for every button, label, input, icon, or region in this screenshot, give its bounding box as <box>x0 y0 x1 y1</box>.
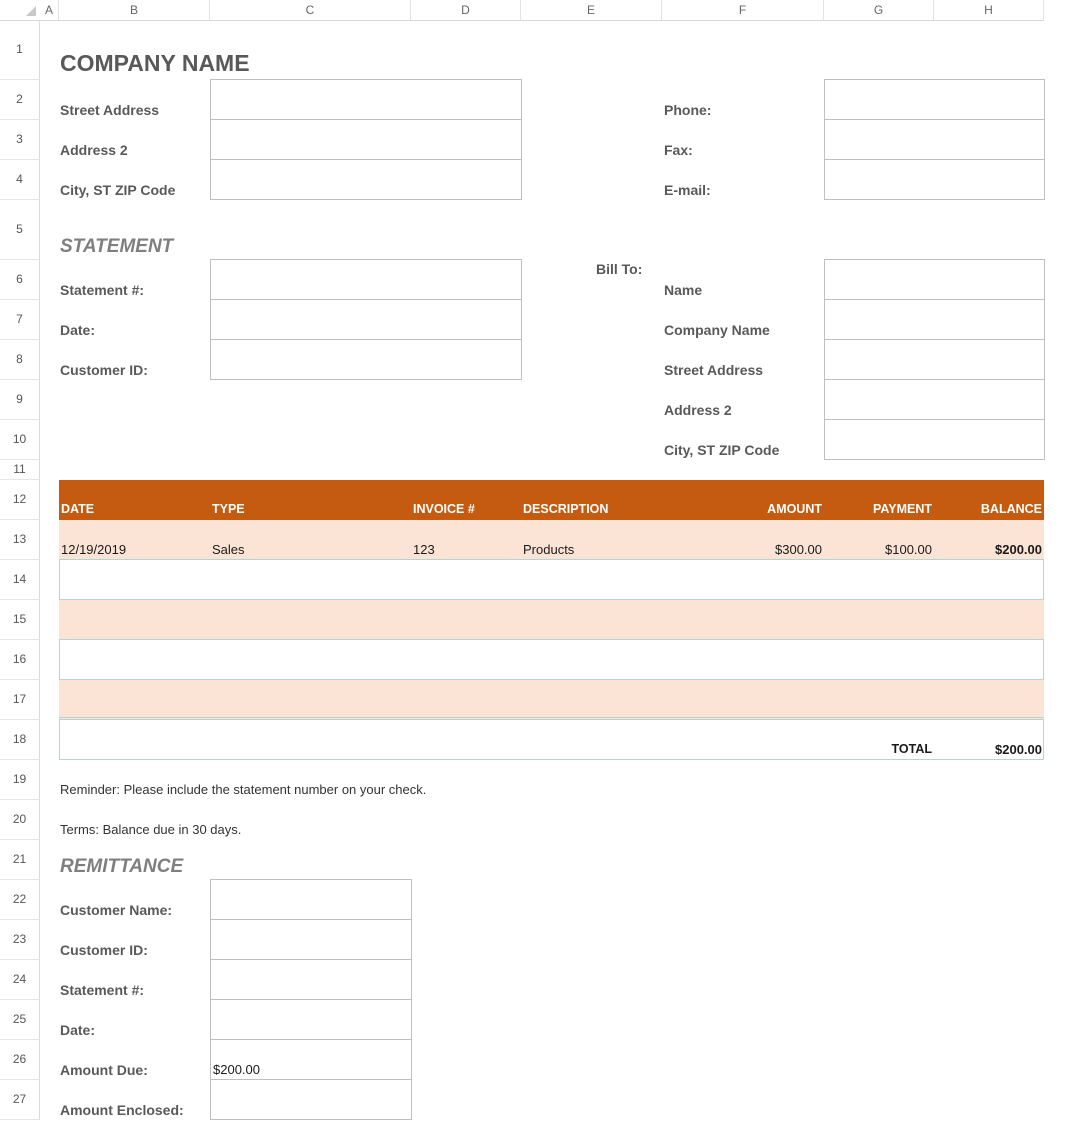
row-header-10[interactable]: 10 <box>0 420 40 460</box>
bill-to-city-label[interactable]: City, ST ZIP Code <box>664 442 780 458</box>
row-header-4[interactable]: 4 <box>0 160 40 200</box>
row-header-26[interactable]: 26 <box>0 1040 40 1080</box>
row1-type[interactable]: Sales <box>212 542 245 557</box>
remit-date-cell[interactable] <box>210 999 412 1040</box>
total-label[interactable]: TOTAL <box>891 742 932 756</box>
row-header-25[interactable]: 25 <box>0 1000 40 1040</box>
bill-to-company-label[interactable]: Company Name <box>664 322 770 338</box>
address2-label[interactable]: Address 2 <box>60 142 128 158</box>
column-header-g[interactable]: G <box>824 0 934 20</box>
phone-cell[interactable] <box>824 79 1045 120</box>
remit-amount-due-label[interactable]: Amount Due: <box>60 1062 148 1078</box>
row1-description[interactable]: Products <box>523 542 575 557</box>
total-value[interactable]: $200.00 <box>995 742 1042 757</box>
row-header-27[interactable]: 27 <box>0 1080 40 1120</box>
row-header-12[interactable]: 12 <box>0 480 40 520</box>
row-header-22[interactable]: 22 <box>0 880 40 920</box>
table-row[interactable] <box>59 640 1044 680</box>
row-header-9[interactable]: 9 <box>0 380 40 420</box>
row-header-3[interactable]: 3 <box>0 120 40 160</box>
column-header-f[interactable]: F <box>662 0 824 20</box>
remit-date-label[interactable]: Date: <box>60 1022 96 1038</box>
header-date[interactable]: DATE <box>61 502 95 516</box>
bill-to-company-cell[interactable] <box>824 299 1045 340</box>
remit-amount-enclosed-cell[interactable] <box>210 1079 412 1120</box>
city-zip-label[interactable]: City, ST ZIP Code <box>60 182 176 198</box>
row-header-7[interactable]: 7 <box>0 300 40 340</box>
terms-note[interactable]: Terms: Balance due in 30 days. <box>60 822 242 837</box>
row-header-15[interactable]: 15 <box>0 600 40 640</box>
remit-amount-due-value[interactable]: $200.00 <box>213 1062 260 1077</box>
company-name[interactable]: COMPANY NAME <box>60 50 250 76</box>
table-row[interactable] <box>59 560 1044 600</box>
fax-label[interactable]: Fax: <box>664 142 693 158</box>
statement-heading[interactable]: STATEMENT <box>60 236 174 257</box>
row1-amount[interactable]: $300.00 <box>775 542 822 557</box>
row-header-16[interactable]: 16 <box>0 640 40 680</box>
header-description[interactable]: DESCRIPTION <box>523 502 609 516</box>
header-type[interactable]: TYPE <box>212 502 245 516</box>
bill-to-address2-cell[interactable] <box>824 379 1045 420</box>
header-invoice[interactable]: INVOICE # <box>413 502 475 516</box>
table-row[interactable] <box>59 680 1044 720</box>
remit-statement-number-cell[interactable] <box>210 959 412 1000</box>
row-header-13[interactable]: 13 <box>0 520 40 560</box>
email-cell[interactable] <box>824 159 1045 200</box>
email-label[interactable]: E-mail: <box>664 182 711 198</box>
table-row[interactable] <box>59 600 1044 640</box>
bill-to-street-label[interactable]: Street Address <box>664 362 764 378</box>
remit-statement-number-label[interactable]: Statement #: <box>60 982 145 998</box>
remit-customer-id-label[interactable]: Customer ID: <box>60 942 148 958</box>
column-header-a[interactable]: A <box>40 0 59 20</box>
column-header-b[interactable]: B <box>59 0 210 20</box>
bill-to-address2-label[interactable]: Address 2 <box>664 402 732 418</box>
statement-number-cell[interactable] <box>210 259 522 300</box>
remittance-heading[interactable]: REMITTANCE <box>60 856 184 877</box>
column-header-h[interactable]: H <box>934 0 1044 20</box>
row-header-19[interactable]: 19 <box>0 760 40 800</box>
remit-customer-id-cell[interactable] <box>210 919 412 960</box>
header-amount[interactable]: AMOUNT <box>767 502 822 516</box>
statement-date-label[interactable]: Date: <box>60 322 96 338</box>
select-all-corner[interactable] <box>0 0 41 21</box>
address2-cell[interactable] <box>210 119 522 160</box>
reminder-note[interactable]: Reminder: Please include the statement number on your check. <box>60 782 427 797</box>
row-header-2[interactable]: 2 <box>0 80 40 120</box>
row-header-1[interactable]: 1 <box>0 20 40 80</box>
row-header-18[interactable]: 18 <box>0 720 40 760</box>
bill-to-city-cell[interactable] <box>824 419 1045 460</box>
row-header-6[interactable]: 6 <box>0 260 40 300</box>
row-header-24[interactable]: 24 <box>0 960 40 1000</box>
column-header-e[interactable]: E <box>521 0 662 20</box>
row1-balance[interactable]: $200.00 <box>995 542 1042 557</box>
header-payment[interactable]: PAYMENT <box>872 502 932 516</box>
row-header-14[interactable]: 14 <box>0 560 40 600</box>
row1-invoice[interactable]: 123 <box>413 542 435 557</box>
fax-cell[interactable] <box>824 119 1045 160</box>
bill-to-label[interactable]: Bill To: <box>596 261 643 277</box>
row-header-20[interactable]: 20 <box>0 800 40 840</box>
header-balance[interactable]: BALANCE <box>980 502 1042 516</box>
row1-date[interactable]: 12/19/2019 <box>61 542 127 557</box>
row-header-21[interactable]: 21 <box>0 840 40 880</box>
phone-label[interactable]: Phone: <box>664 102 712 118</box>
remit-customer-name-label[interactable]: Customer Name: <box>60 902 173 918</box>
row-header-11[interactable]: 11 <box>0 460 40 480</box>
row-header-17[interactable]: 17 <box>0 680 40 720</box>
select-all-triangle-icon <box>26 6 36 16</box>
column-header-c[interactable]: C <box>210 0 411 20</box>
street-address-cell[interactable] <box>210 79 522 120</box>
street-address-label[interactable]: Street Address <box>60 102 160 118</box>
row-header-23[interactable]: 23 <box>0 920 40 960</box>
statement-date-cell[interactable] <box>210 299 522 340</box>
bill-to-name-label[interactable]: Name <box>664 282 703 298</box>
row1-payment[interactable]: $100.00 <box>885 542 932 557</box>
city-zip-cell[interactable] <box>210 159 522 200</box>
row-header-8[interactable]: 8 <box>0 340 40 380</box>
customer-id-cell[interactable] <box>210 339 522 380</box>
statement-number-label[interactable]: Statement #: <box>60 282 145 298</box>
remit-customer-name-cell[interactable] <box>210 879 412 920</box>
customer-id-label[interactable]: Customer ID: <box>60 362 148 378</box>
remit-amount-enclosed-label[interactable]: Amount Enclosed: <box>60 1102 184 1118</box>
bill-to-street-cell[interactable] <box>824 339 1045 380</box>
column-header-d[interactable]: D <box>411 0 521 20</box>
bill-to-name-cell[interactable] <box>824 259 1045 300</box>
row-header-5[interactable]: 5 <box>0 200 40 260</box>
